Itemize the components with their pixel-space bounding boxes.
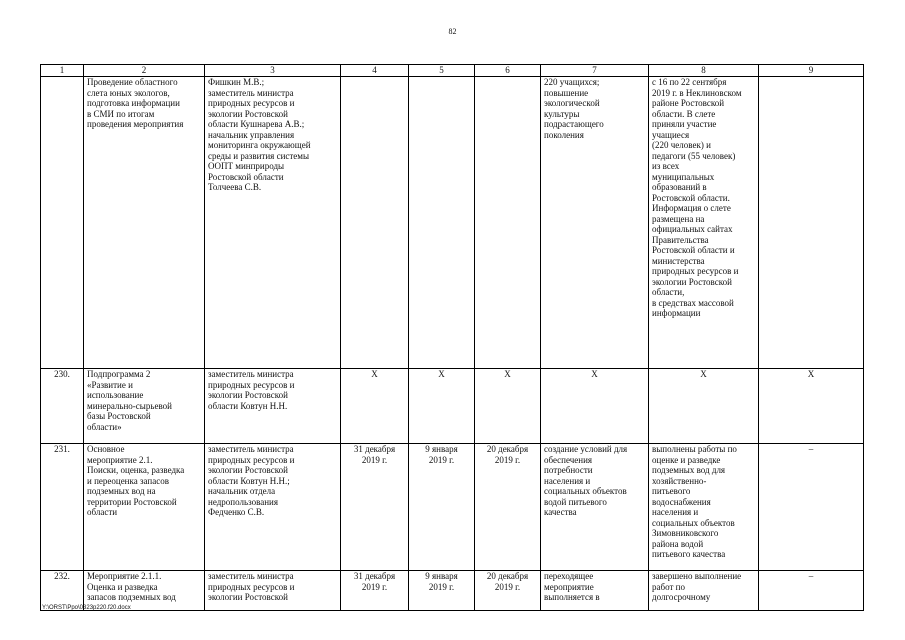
- expected-result-cell: 220 учащихся; повышение экологической культуры подрастающего поколения: [541, 77, 649, 369]
- table-row: [41, 369, 864, 444]
- header-cell: 9: [759, 65, 864, 77]
- row-number: 231.: [41, 444, 84, 571]
- actual-result-cell: Х: [649, 369, 759, 444]
- responsible-cell: заместитель министра природных ресурсов и экологии Ростовской области Ковтун Н.Н.; начальник отдела недропользования Федченко С.В.: [205, 444, 341, 571]
- event-name-cell: Основное мероприятие 2.1. Поиски, оценка, разведка и переоценка запасов подземных вод на территории Ростовской области: [84, 444, 205, 571]
- start-date-cell: [409, 77, 475, 369]
- header-cell: 3: [205, 65, 341, 77]
- header-cell: 7: [541, 65, 649, 77]
- table-row: [41, 571, 864, 611]
- start-date-cell: 9 января 2019 г.: [409, 444, 475, 571]
- end-date-cell: 20 декабря 2019 г.: [475, 571, 541, 611]
- actual-result-cell: завершено выполнение работ по долгосрочному: [649, 571, 759, 611]
- header-cell: 1: [41, 65, 84, 77]
- responsible-cell: заместитель министра природных ресурсов и экологии Ростовской области Ковтун Н.Н.: [205, 369, 341, 444]
- actual-result-cell: выполнены работы по оценке и разведке подземных вод для хозяйственно- питьевого водоснабжения населения и социальных объектов Зимовниковского района водой питьевого качества: [649, 444, 759, 571]
- event-name-cell: Мероприятие 2.1.1. Оценка и разведка запасов подземных вод: [84, 571, 205, 611]
- row-number: [41, 77, 84, 369]
- header-cell: 4: [341, 65, 409, 77]
- start-date-cell: 9 января 2019 г.: [409, 571, 475, 611]
- responsible-cell: Фишкин М.В.; заместитель министра природных ресурсов и экологии Ростовской области Кушнарева А.В.; начальник управления мониторинга окружающей среды и развития системы ООПТ минприроды Ростовской области Толчеева С.В.: [205, 77, 341, 369]
- planned-date-cell: 31 декабря 2019 г.: [341, 571, 409, 611]
- notes-cell: –: [759, 444, 864, 571]
- end-date-cell: 20 декабря 2019 г.: [475, 444, 541, 571]
- event-name-cell: Подпрограмма 2 «Развитие и использование минерально-сырьевой базы Ростовской области»: [84, 369, 205, 444]
- column-number-header: [41, 65, 864, 77]
- table-row: [41, 77, 864, 369]
- header-cell: 2: [84, 65, 205, 77]
- responsible-cell: заместитель министра природных ресурсов и экологии Ростовской: [205, 571, 341, 611]
- start-date-cell: Х: [409, 369, 475, 444]
- planned-date-cell: [341, 77, 409, 369]
- expected-result-cell: Х: [541, 369, 649, 444]
- notes-cell: –: [759, 571, 864, 611]
- actual-result-cell: с 16 по 22 сентября 2019 г. в Неклиновском районе Ростовской области. В слете приняли участие учащиеся (220 человек) и педагоги (55 человек) из всех муниципальных образований в Ростовской области. Информация о слете размещена на официальных сайтах Правительства Ростовской области и министерства природных ресурсов и экологии Ростовской области, в средствах массовой информации: [649, 77, 759, 369]
- expected-result-cell: переходящее мероприятие выполняется в: [541, 571, 649, 611]
- end-date-cell: [475, 77, 541, 369]
- header-cell: 8: [649, 65, 759, 77]
- row-number: 230.: [41, 369, 84, 444]
- end-date-cell: Х: [475, 369, 541, 444]
- expected-result-cell: создание условий для обеспечения потребности населения и социальных объектов водой питьевого качества: [541, 444, 649, 571]
- notes-cell: [759, 77, 864, 369]
- file-path-footer: Y:\ORST\Ppo\0323p220.f20.docx: [42, 605, 131, 611]
- page-number: 82: [448, 27, 457, 36]
- table-row: [41, 444, 864, 571]
- notes-cell: Х: [759, 369, 864, 444]
- header-cell: 6: [475, 65, 541, 77]
- planned-date-cell: 31 декабря 2019 г.: [341, 444, 409, 571]
- planned-date-cell: Х: [341, 369, 409, 444]
- report-table: [40, 64, 864, 611]
- event-name-cell: Проведение областного слета юных экологов, подготовка информации в СМИ по итогам проведения мероприятия: [84, 77, 205, 369]
- header-cell: 5: [409, 65, 475, 77]
- row-number: 232.: [41, 571, 84, 611]
